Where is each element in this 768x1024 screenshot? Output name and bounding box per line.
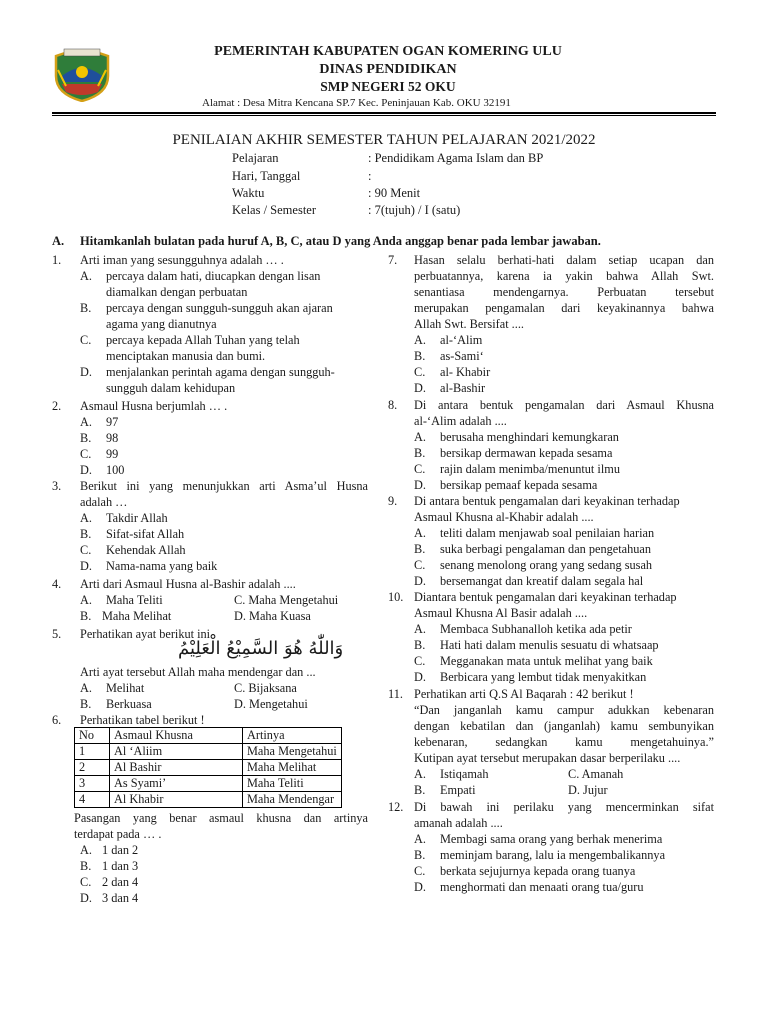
question-text-line: perbuatannya, karena ia yakin bahwa Allah Swt.: [414, 269, 714, 283]
question-text-line: D.: [414, 880, 426, 894]
question-text-line: berkata sejujurnya kepada orang tuanya: [440, 864, 636, 878]
question-text-line: D.: [80, 365, 92, 379]
table-cell: 4: [75, 792, 110, 808]
question-text-line: A.: [414, 333, 426, 347]
question-text-line: bersikap dermawan kepada sesama: [440, 446, 613, 460]
question-text-line: adalah …: [80, 495, 128, 509]
question-text-line: D.: [414, 381, 426, 395]
question-text-line: B.: [80, 609, 92, 623]
question-text-line: “Dan janganlah kamu campur adukkan kebenaran: [414, 703, 714, 717]
table-cell: Al ‘Aliim: [110, 744, 243, 760]
question-text-line: Di antara bentuk pengamalan dari keyakinan terhadap: [414, 494, 680, 508]
header-divider: [52, 112, 716, 114]
question-text-line: menghormati dan menaati orang tua/guru: [440, 880, 644, 894]
question-text-line: menciptakan manusia dan bumi.: [106, 349, 266, 363]
question-text-line: 2.: [52, 399, 62, 413]
question-text-line: Takdir Allah: [106, 511, 168, 525]
question-text-line: senang menolong orang yang sedang susah: [440, 558, 653, 572]
question-text-line: Membagi sama orang yang berhak menerima: [440, 832, 663, 846]
question-text-line: Kutipan ayat tersebut merupakan dasar berperilaku ....: [414, 751, 681, 765]
question-text-line: Arti ayat tersebut Allah maha mendengar dan ...: [80, 665, 316, 679]
question-text-line: 4.: [52, 577, 62, 591]
table-row: [75, 792, 342, 808]
question-text-line: Perhatikan ayat berikut ini: [80, 627, 211, 641]
question-text-line: Nama-nama yang baik: [106, 559, 218, 573]
question-text-line: A.: [414, 832, 426, 846]
section-a-text: Hitamkanlah bulatan pada huruf A, B, C, atau D yang Anda anggap benar pada lembar jawaban.: [80, 234, 601, 248]
question-text-line: bersikap pemaaf kepada sesama: [440, 478, 598, 492]
table-cell: Maha Mendengar: [243, 792, 342, 808]
question-text-line: 98: [106, 431, 119, 445]
question-text-line: C. Maha Mengetahui: [234, 593, 339, 607]
table-header-cell: No: [75, 728, 110, 744]
question-text-line: D.: [414, 670, 426, 684]
question-text-line: Di antara bentuk pengamalan dari Asmaul Khusna: [414, 398, 714, 412]
question-text-line: Pasangan yang benar asmaul khusna dan artinya: [74, 811, 368, 825]
question-text-line: Berkuasa: [106, 697, 152, 711]
question-text-line: Megganakan mata untuk melihat yang baik: [440, 654, 653, 668]
question-text-line: C.: [80, 875, 92, 889]
question-text-line: Hati hati dalam menulis sesuatu di whatsaap: [440, 638, 659, 652]
question-text-line: D. Mengetahui: [234, 697, 308, 711]
question-text-line: Asmaul Khusna Al Basir adalah ....: [414, 606, 588, 620]
question-text-line: Hasan selalu berhati-hati dalam setiap ucapan dan: [414, 253, 714, 267]
question-text-line: dengan kebatilan dan (janganlah) kamu sembunyikan: [414, 719, 714, 733]
question-text-line: 1.: [52, 253, 62, 267]
question-text-line: B.: [414, 848, 426, 862]
question-text-line: C.: [414, 558, 426, 572]
question-text-line: C.: [80, 543, 92, 557]
question-text-line: meminjam barang, lalu ia mengembalikannya: [440, 848, 666, 862]
question-text-line: berusaha menghindari kemungkaran: [440, 430, 619, 444]
section-a-number: A.: [52, 234, 65, 248]
question-text-line: teliti dalam menjawab soal penilaian harian: [440, 526, 655, 540]
question-text-line: kebenaran, sedangkan kamu mengetahuinya.”: [414, 735, 714, 749]
question-text-line: 6.: [52, 713, 62, 727]
question-text-line: A.: [414, 430, 426, 444]
question-text-line: 1 dan 3: [102, 859, 139, 873]
gov-name: PEMERINTAH KABUPATEN OGAN KOMERING ULU: [214, 44, 562, 59]
question-text-line: 7.: [388, 253, 398, 267]
question-text-line: amanah adalah ....: [414, 816, 503, 830]
question-text-line: Perhatikan tabel berikut !: [80, 713, 205, 727]
question-text-line: B.: [80, 859, 92, 873]
table-cell: Maha Mengetahui: [243, 744, 342, 760]
question-text-line: merupakan pengamalan dari keyakinannya bahwa: [414, 301, 714, 315]
question-text-line: Istiqamah: [440, 767, 489, 781]
question-text-line: percaya kepada Allah Tuhan yang telah: [106, 333, 300, 347]
question-text-line: A.: [80, 415, 92, 429]
question-text-line: sungguh dalam kehidupan: [106, 381, 236, 395]
question-text-line: al-‘Alim: [440, 333, 483, 347]
question-text-line: Asmaul Husna berjumlah … .: [80, 399, 228, 413]
table-cell: As Syami’: [110, 776, 243, 792]
info-value: : 7(tujuh) / I (satu): [368, 203, 461, 217]
question-text-line: A.: [80, 269, 92, 283]
question-text-line: percaya dengan sungguh-sungguh akan ajaran: [106, 301, 333, 315]
question-text-line: A.: [80, 511, 92, 525]
question-text-line: B.: [414, 446, 426, 460]
info-label: Waktu: [232, 186, 265, 200]
table-header-cell: Asmaul Khusna: [110, 728, 243, 744]
table-cell: 2: [75, 760, 110, 776]
question-text-line: B.: [414, 349, 426, 363]
question-text-line: C.: [414, 864, 426, 878]
question-text-line: D.: [80, 559, 92, 573]
header-divider-thin: [52, 115, 716, 116]
question-text-line: B.: [80, 301, 92, 315]
question-text-line: B.: [80, 527, 92, 541]
arabic-verse: وَاللّٰهُ هُوَ السَّمِيْعُ الْعَلِيْمُ: [178, 638, 344, 659]
info-value: : 90 Menit: [368, 186, 421, 200]
school-name: SMP NEGERI 52 OKU: [320, 79, 456, 94]
question-text-line: B.: [80, 431, 92, 445]
question-text-line: Empati: [440, 783, 476, 797]
info-label: Pelajaran: [232, 151, 279, 165]
question-text-line: al- Khabir: [440, 365, 491, 379]
question-text-line: Diantara bentuk pengamalan dari keyakinan terhadap: [414, 590, 677, 604]
question-text-line: Berikut ini yang menunjukkan arti Asma’ul Husna: [80, 479, 368, 493]
question-text-line: C.: [414, 654, 426, 668]
question-text-line: Perhatikan arti Q.S Al Baqarah : 42 berikut !: [414, 687, 634, 701]
question-text-line: C. Bijaksana: [234, 681, 297, 695]
question-text-line: C.: [414, 365, 426, 379]
question-text-line: 1 dan 2: [102, 843, 139, 857]
question-text-line: 97: [106, 415, 119, 429]
question-text-line: B.: [80, 697, 92, 711]
table-row: [75, 744, 342, 760]
question-text-line: A.: [414, 526, 426, 540]
question-text-line: D.: [80, 891, 92, 905]
table-header-cell: Artinya: [243, 728, 342, 744]
question-text-line: D.: [414, 478, 426, 492]
letterhead: [0, 40, 768, 112]
question-text-line: Arti dari Asmaul Husna al-Bashir adalah ....: [80, 577, 296, 591]
question-text-line: Asmaul Khusna al-Khabir adalah ....: [414, 510, 594, 524]
info-value: :: [368, 169, 372, 183]
question-text-line: Maha Teliti: [106, 593, 163, 607]
question-text-line: Kehendak Allah: [106, 543, 186, 557]
question-text-line: terdapat pada … .: [74, 827, 162, 841]
table-cell: Maha Melihat: [243, 760, 342, 776]
question-text-line: Melihat: [106, 681, 145, 695]
question-text-line: 5.: [52, 627, 62, 641]
question-text-line: 3.: [52, 479, 62, 493]
question-text-line: al-‘Alim adalah ....: [414, 414, 507, 428]
question-text-line: Sifat-sifat Allah: [106, 527, 185, 541]
question-text-line: A.: [414, 767, 426, 781]
question-text-line: Allah Swt. Bersifat ....: [414, 317, 524, 331]
question-text-line: D. Jujur: [568, 783, 608, 797]
question-text-line: 9.: [388, 494, 398, 508]
question-text-line: menjalankan perintah agama dengan sungguh-: [106, 365, 335, 379]
question-text-line: percaya dalam hati, diucapkan dengan lisan: [106, 269, 321, 283]
table-cell: 3: [75, 776, 110, 792]
info-value: : Pendidikam Agama Islam dan BP: [368, 151, 544, 165]
question-text-line: C.: [80, 447, 92, 461]
question-text-line: D.: [414, 574, 426, 588]
question-text-line: C. Amanah: [568, 767, 624, 781]
question-text-line: Arti iman yang sesungguhnya adalah … .: [80, 253, 284, 267]
question-text-line: B.: [414, 783, 426, 797]
info-label: Hari, Tanggal: [232, 169, 301, 183]
question-text-line: senantiasa mendengarnya. Perbuatan tersebut: [414, 285, 714, 299]
table-cell: Al Khabir: [110, 792, 243, 808]
question-text-line: Membaca Subhanalloh ketika ada petir: [440, 622, 632, 636]
table-cell: Al Bashir: [110, 760, 243, 776]
question-text-line: al-Bashir: [440, 381, 486, 395]
question-text-line: A.: [80, 843, 92, 857]
question-text-line: A.: [80, 681, 92, 695]
question-text-line: 99: [106, 447, 119, 461]
question-text-line: Maha Melihat: [102, 609, 172, 623]
question-text-line: 12.: [388, 800, 404, 814]
table-header-row: [75, 728, 342, 744]
exam-title: PENILAIAN AKHIR SEMESTER TAHUN PELAJARAN 2021/2022: [172, 132, 596, 148]
question-text-line: agama yang dianutnya: [106, 317, 217, 331]
table-cell: 1: [75, 744, 110, 760]
question-text-line: rajin dalam menimba/menuntut ilmu: [440, 462, 620, 476]
question-text-line: 2 dan 4: [102, 875, 139, 889]
section-a-instruction: [52, 234, 601, 249]
table-row: [75, 776, 342, 792]
question-text-line: 11.: [388, 687, 403, 701]
question-text-line: Berbicara yang lembut tidak menyakitkan: [440, 670, 647, 684]
question-text-line: 3 dan 4: [102, 891, 139, 905]
question-text-line: 100: [106, 463, 125, 477]
question-text-line: bersemangat dan kreatif dalam segala hal: [440, 574, 644, 588]
question-text-line: Di bawah ini perilaku yang mencerminkan sifat: [414, 800, 714, 814]
question-text-line: 8.: [388, 398, 398, 412]
question-text-line: A.: [414, 622, 426, 636]
asmaul-khusna-table: [74, 727, 342, 808]
question-text-line: B.: [414, 638, 426, 652]
school-address: Alamat : Desa Mitra Kencana SP.7 Kec. Peninjauan Kab. OKU 32191: [202, 97, 511, 109]
question-text-line: 10.: [388, 590, 404, 604]
question-text-line: diamalkan dengan perbuatan: [106, 285, 248, 299]
question-text-line: A.: [80, 593, 92, 607]
question-text-line: D. Maha Kuasa: [234, 609, 311, 623]
question-text-line: C.: [80, 333, 92, 347]
question-text-line: D.: [80, 463, 92, 477]
question-text-line: as-Sami‘: [440, 349, 484, 363]
question-text-line: suka berbagi pengalaman dan pengetahuan: [440, 542, 652, 556]
department-name: DINAS PENDIDIKAN: [319, 62, 457, 77]
table-cell: Maha Teliti: [243, 776, 342, 792]
question-text-line: C.: [414, 462, 426, 476]
question-text-line: B.: [414, 542, 426, 556]
info-label: Kelas / Semester: [232, 203, 317, 217]
table-row: [75, 760, 342, 776]
